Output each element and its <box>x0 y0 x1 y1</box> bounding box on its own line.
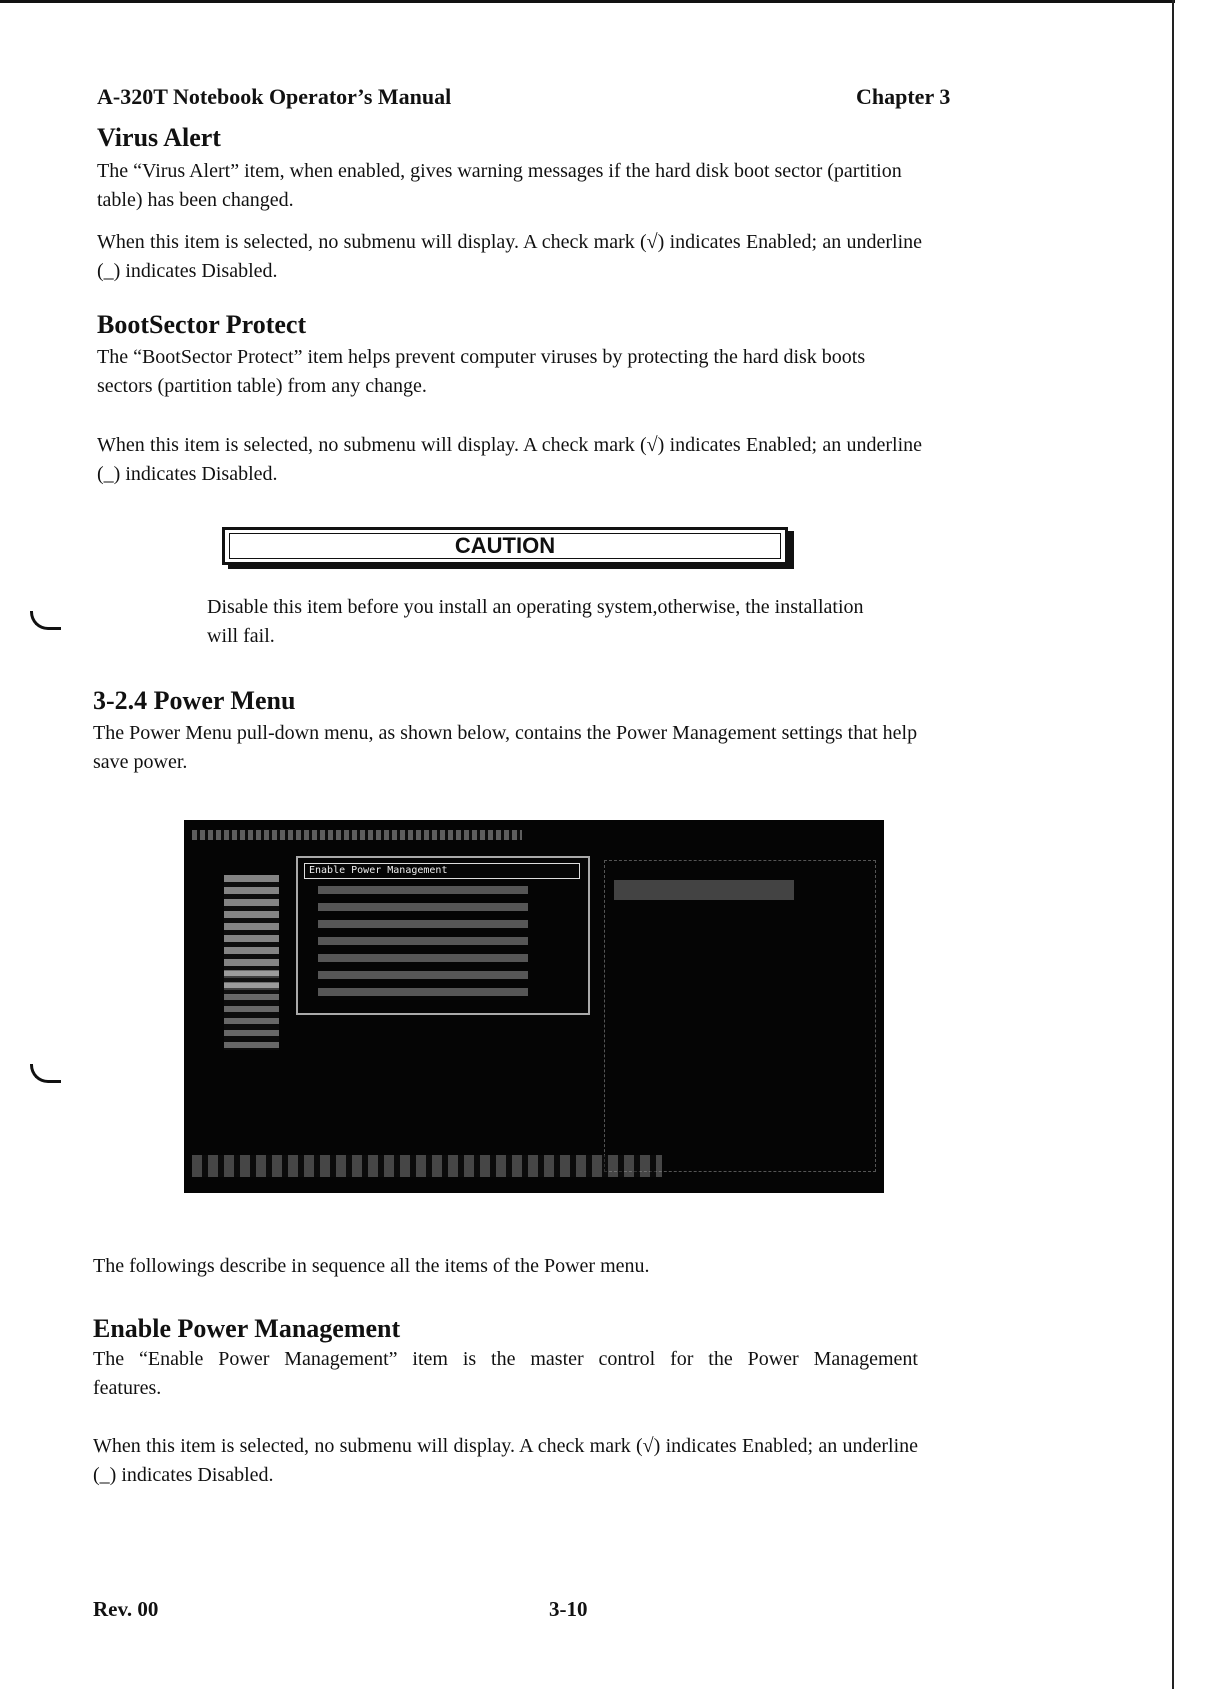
binder-hole-mark <box>30 611 61 630</box>
right-edge-rule <box>1172 0 1174 1689</box>
footer-revision: Rev. 00 <box>93 1597 159 1621</box>
screenshot-power-dialog <box>296 856 590 1015</box>
virus-alert-para2: When this item is selected, no submenu will display. A check mark (√) indicates Enabled; an underline (_) indicates Disabled. <box>97 231 922 282</box>
heading-enable-power-management: Enable Power Management <box>93 1314 401 1343</box>
footer-page-number: 3-10 <box>549 1597 588 1621</box>
screenshot-status-row <box>192 1155 662 1177</box>
heading-virus-alert: Virus Alert <box>97 123 221 152</box>
screenshot-dialog-lines <box>318 886 528 996</box>
screenshot-help-text <box>614 880 794 900</box>
header-chapter: Chapter 3 <box>856 84 951 109</box>
power-menu-para1: The Power Menu pull-down menu, as shown below, contains the Power Management settings that help save power. <box>93 722 918 773</box>
enable-pm-para2: When this item is selected, no submenu will display. A check mark (√) indicates Enabled; an underline (_) indicates Disabled. <box>93 1435 918 1486</box>
binder-hole-mark <box>30 1064 61 1083</box>
screenshot-help-panel <box>604 860 876 1172</box>
screenshot-menu-item: Enable Power Management <box>304 863 580 879</box>
header-manual-title: A-320T Notebook Operator’s Manual <box>97 84 452 109</box>
caution-text: Disable this item before you install an operating system,otherwise, the installation will fail. <box>207 596 864 647</box>
virus-alert-para1: The “Virus Alert” item, when enabled, gives warning messages if the hard disk boot sector (partition table) has been changed. <box>97 160 902 211</box>
top-rule <box>0 0 1175 3</box>
screenshot-menu-bar <box>192 830 522 840</box>
bootsector-para2: When this item is selected, no submenu will display. A check mark (√) indicates Enabled; an underline (_) indicates Disabled. <box>97 434 922 485</box>
heading-power-menu: 3-2.4 Power Menu <box>93 686 296 715</box>
power-menu-screenshot <box>184 820 884 1193</box>
bootsector-para1: The “BootSector Protect” item helps prevent computer viruses by protecting the hard disk boots sectors (partition table) from any change. <box>97 346 866 397</box>
caution-box <box>222 527 788 565</box>
enable-pm-para1: The “Enable Power Management” item is the master control for the Power Management features. <box>93 1348 918 1399</box>
heading-bootsector-protect: BootSector Protect <box>97 310 307 339</box>
power-menu-para2: The followings describe in sequence all the items of the Power menu. <box>93 1255 650 1277</box>
screenshot-left-column <box>224 970 279 1050</box>
caution-label: CAUTION <box>229 533 781 559</box>
